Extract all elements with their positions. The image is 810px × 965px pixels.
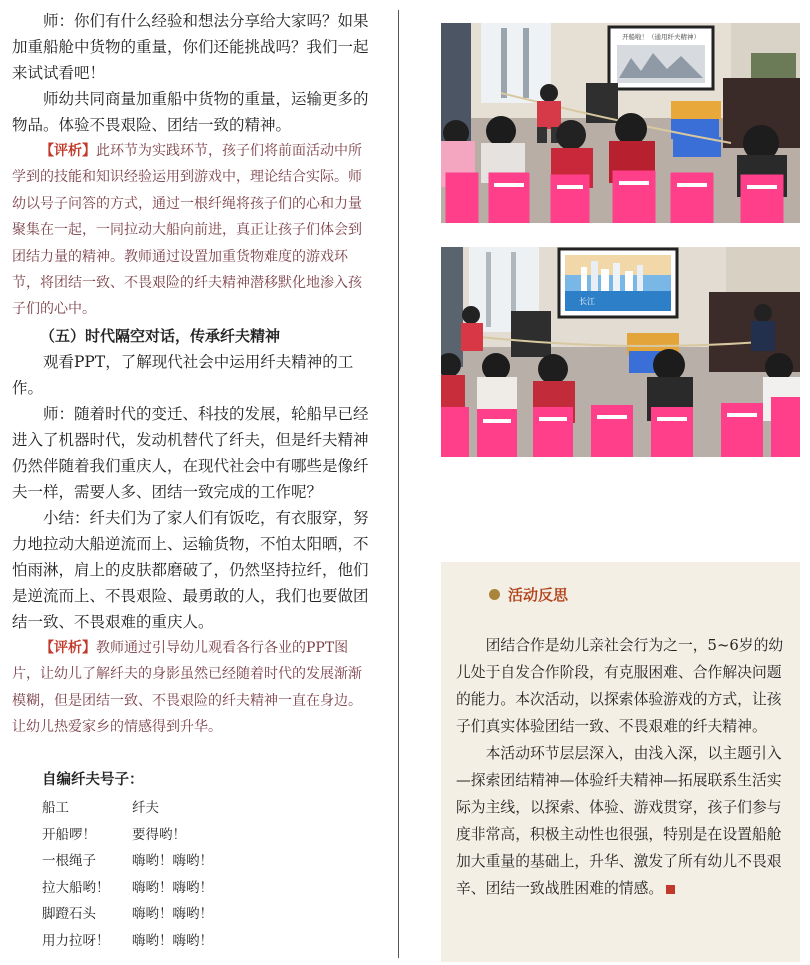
chant-tracker: 嗨哟！嗨哟！ (132, 906, 213, 923)
bullet-dot-icon (489, 589, 500, 600)
comment-paragraph (12, 138, 372, 323)
chant-row (12, 928, 372, 954)
screen-text: 长江 (579, 297, 595, 306)
chant-boatman: 拉大船哟！ (42, 879, 110, 896)
chant-tracker: 嗨哟！嗨哟！ (132, 932, 213, 949)
left-column (12, 8, 372, 954)
screen-text: 开船啦！（通用纤夫精神） (622, 33, 700, 41)
reflection-title (489, 584, 568, 605)
classroom-photo-1 (441, 23, 800, 223)
chant-tracker: 要得哟！ (132, 826, 186, 843)
reflection-paragraph: 团结合作是幼儿亲社会行为之一，5~6岁的幼儿处于自发合作阶段，有克服困难、合作解决问题的能力。本次活动，以探索体验游戏的方式，让孩子们真实体验团结一致、不畏艰难的纤夫精神。 (456, 637, 784, 735)
chant-row (12, 848, 372, 874)
chant-row (12, 795, 372, 821)
classroom-photo-2-image (441, 247, 800, 457)
comment-text: 此环节为实践环节，孩子们将前面活动中所学到的技能和知识经验运用到游戏中，理论结合实际。师幼以号子问答的方式，通过一根纤绳将孩子们的心和力量聚集在一起，一同拉动大船向前进，真正让孩子们体会到团结力量的精神。教师通过设置加重货物难度的游戏环节，将团结一致、不畏艰险的纤夫精神潜移默化地渗入孩子们的心中。 (12, 143, 362, 318)
classroom-photo-1-image (441, 23, 800, 223)
chant-tracker: 嗨哟！嗨哟！ (132, 879, 213, 896)
chant-boatman: 脚蹬石头 (42, 906, 96, 923)
reflection-body (456, 632, 791, 902)
chant-table (12, 795, 372, 953)
paragraph: 师：随着时代的变迁、科技的发展，轮船早已经进入了机器时代，发动机替代了纤夫，但是纤夫精神仍然伴随着我们重庆人，在现代社会中有哪些是像纤夫一样，需要人多、团结一致完成的工作呢？ (12, 404, 369, 501)
paragraph: 小结：纤夫们为了家人们有饭吃，有衣服穿，努力地拉动大船逆流而上、运输货物，不怕太阳晒，不怕雨淋，肩上的皮肤都磨破了，仍然坚持拉纤，他们是逆流而上、不畏艰险、最勇敢的人，我们也要做团结一致、不畏艰难的重庆人。 (12, 508, 369, 631)
chant-row (12, 822, 372, 848)
chant-tracker: 嗨哟！嗨哟！ (132, 853, 213, 870)
comment-tag: 【评析】 (40, 143, 96, 159)
comment-tag: 【评析】 (40, 639, 96, 656)
comment-paragraph (12, 635, 372, 741)
classroom-photo-2 (441, 247, 800, 457)
end-mark-icon (666, 885, 675, 894)
chant-row (12, 901, 372, 927)
chant-boatman: 船工 (42, 800, 69, 817)
comment-text: 教师通过引导幼儿观看各行各业的PPT图片，让幼儿了解纤夫的身影虽然已经随着时代的发展渐渐模糊，但是团结一致、不畏艰险的纤夫精神一直在身边。让幼儿热爱家乡的情感得到升华。 (12, 639, 362, 736)
section-heading: （五）时代隔空对话，传承纤夫精神 (40, 326, 281, 345)
reflection-paragraph (456, 740, 791, 902)
chant-title: 自编纤夫号子： (42, 772, 144, 789)
paragraph: 师：你们有什么经验和想法分享给大家吗？如果加重船舱中货物的重量，你们还能挑战吗？我们一起来试试看吧！ (12, 12, 369, 82)
reflection-paragraph-text: 本活动环节层层深入，由浅入深，以主题引入—探索团结精神—体验纤夫精神—拓展联系生活实际为主线，以探索、体验、游戏贯穿，孩子们参与度非常高，积极主动性也很强，特别是在设置船舱加大重量的基础上，升华、激发了所有幼儿不畏艰辛、团结一致战胜困难的情感。 (456, 745, 782, 897)
chant-boatman: 用力拉呀！ (42, 932, 110, 949)
reflection-title-text: 活动反思 (508, 586, 569, 604)
paragraph: 观看PPT，了解现代社会中运用纤夫精神的工作。 (12, 352, 354, 397)
chant-boatman: 开船啰！ (42, 826, 96, 843)
reflection-box (441, 562, 800, 962)
column-divider (398, 10, 399, 958)
paragraph: 师幼共同商量加重船中货物的重量，运输更多的物品。体验不畏艰险、团结一致的精神。 (12, 90, 369, 134)
chant-tracker: 纤夫 (132, 800, 159, 817)
chant-boatman: 一根绳子 (42, 853, 96, 870)
chant-row (12, 875, 372, 901)
